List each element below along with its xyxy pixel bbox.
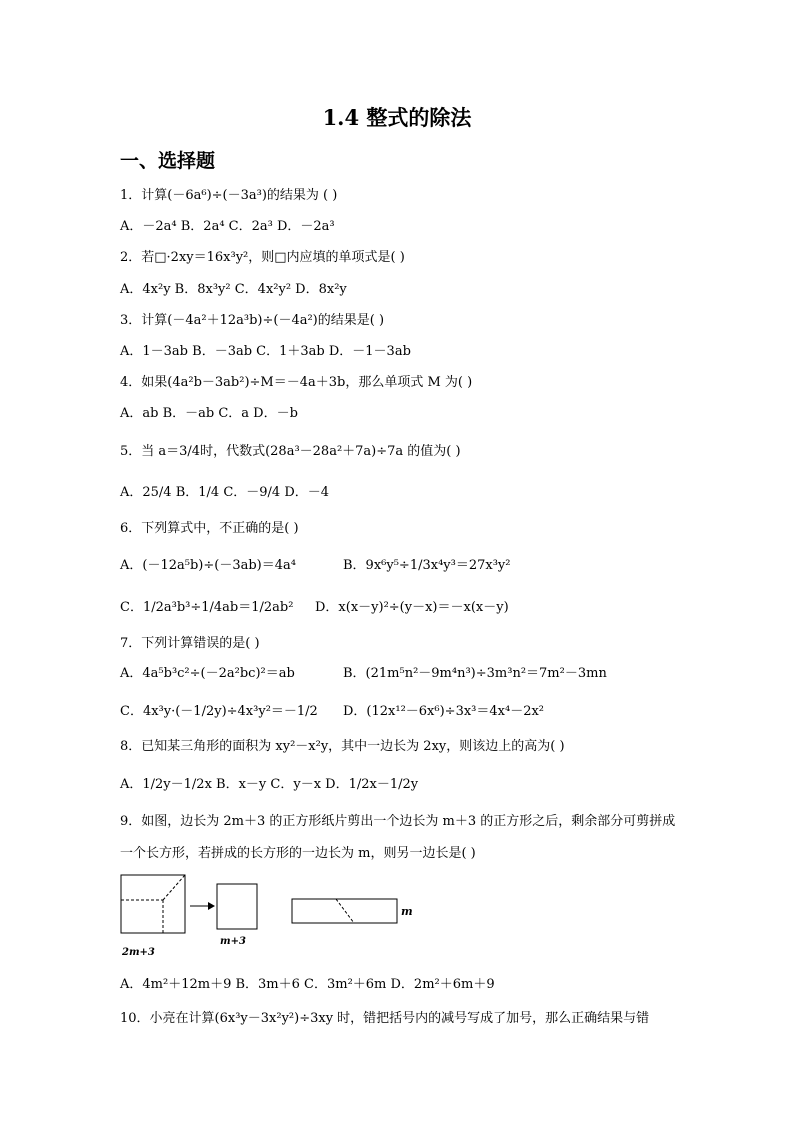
label-2m3: 2m+3: [122, 947, 155, 958]
label-m3: m+3: [220, 936, 246, 947]
options-8: A．1/2y－1/2x B．x－y C．y－x D．1/2x－1/2y: [120, 777, 419, 792]
large-square: [121, 875, 185, 933]
options-3: A．1－3ab B．－3ab C．1＋3ab D．－1－3ab: [120, 344, 411, 359]
question-2: 2．若□·2xy＝16x³y²，则□内应填的单项式是( ): [120, 250, 405, 265]
question-5: 5．当 a＝3/4时，代数式(28a³－28a²＋7a)÷7a 的值为( ): [120, 444, 461, 459]
option-6d: D．x(x－y)²÷(y－x)＝－x(x－y): [315, 600, 509, 615]
option-6b: B．9x⁶y⁵÷1/3x⁴y³＝27x³y²: [343, 558, 511, 573]
options-1: A．－2a⁴ B．2a⁴ C．2a³ D．－2a³: [120, 219, 335, 234]
options-9: A．4m²＋12m＋9 B．3m＋6 C．3m²＋6m D．2m²＋6m＋9: [120, 977, 495, 992]
question-7: 7．下列计算错误的是( ): [120, 636, 260, 651]
question-8: 8．已知某三角形的面积为 xy²－x²y，其中一边长为 2xy，则该边上的高为( ): [120, 739, 565, 754]
question-3: 3．计算(－4a²＋12a³b)÷(－4a²)的结果是( ): [120, 313, 385, 328]
options-4: A．ab B．－ab C．a D．－b: [120, 406, 298, 421]
question-4: 4．如果(4a²b－3ab²)÷M＝－4a＋3b，那么单项式 M 为( ): [120, 375, 473, 390]
option-7d: D．(12x¹²－6x⁶)÷3x³＝4x⁴－2x²: [343, 704, 545, 719]
page-title: 1.4 整式的除法: [322, 105, 472, 130]
options-2: A．4x²y B．8x³y² C．4x²y² D．8x²y: [120, 282, 347, 297]
arrow-head: [208, 902, 215, 910]
option-6a: A．(－12a⁵b)÷(－3ab)＝4a⁴: [120, 558, 296, 573]
cut-line-diag: [163, 875, 185, 900]
square-cut-figure: [118, 866, 418, 962]
rectangle-shape: [292, 899, 397, 923]
question-10: 10．小亮在计算(6x³y－3x²y²)÷3xy 时，错把括号内的减号写成了加号，那么正确结果与错: [120, 1011, 650, 1026]
rectangle-cut-line: [336, 899, 354, 923]
question-9: 9．如图，边长为 2m＋3 的正方形纸片剪出一个边长为 m＋3 的正方形之后，剩余部分可剪拼成一个长方形，若拼成的长方形的一边长为 m，则另一边长是( ): [120, 814, 676, 861]
options-5: A．25/4 B．1/4 C．－9/4 D．－4: [120, 485, 330, 500]
question-1: 1．计算(－6a⁶)÷(－3a³)的结果为 ( ): [120, 188, 338, 203]
option-7a: A．4a⁵b³c²÷(－2a²bc)²＝ab: [120, 666, 295, 681]
question-6: 6．下列算式中，不正确的是( ): [120, 521, 299, 536]
option-6c: C．1/2a³b³÷1/4ab＝1/2ab²: [120, 600, 294, 615]
option-7c: C．4x³y·(－1/2y)÷4x³y²＝－1/2: [120, 704, 318, 719]
small-square: [217, 884, 257, 929]
option-7b: B．(21m⁵n²－9m⁴n³)÷3m³n²＝7m²－3mn: [343, 666, 607, 681]
section-heading: 一、选择题: [120, 150, 216, 172]
label-m: m: [401, 905, 413, 918]
